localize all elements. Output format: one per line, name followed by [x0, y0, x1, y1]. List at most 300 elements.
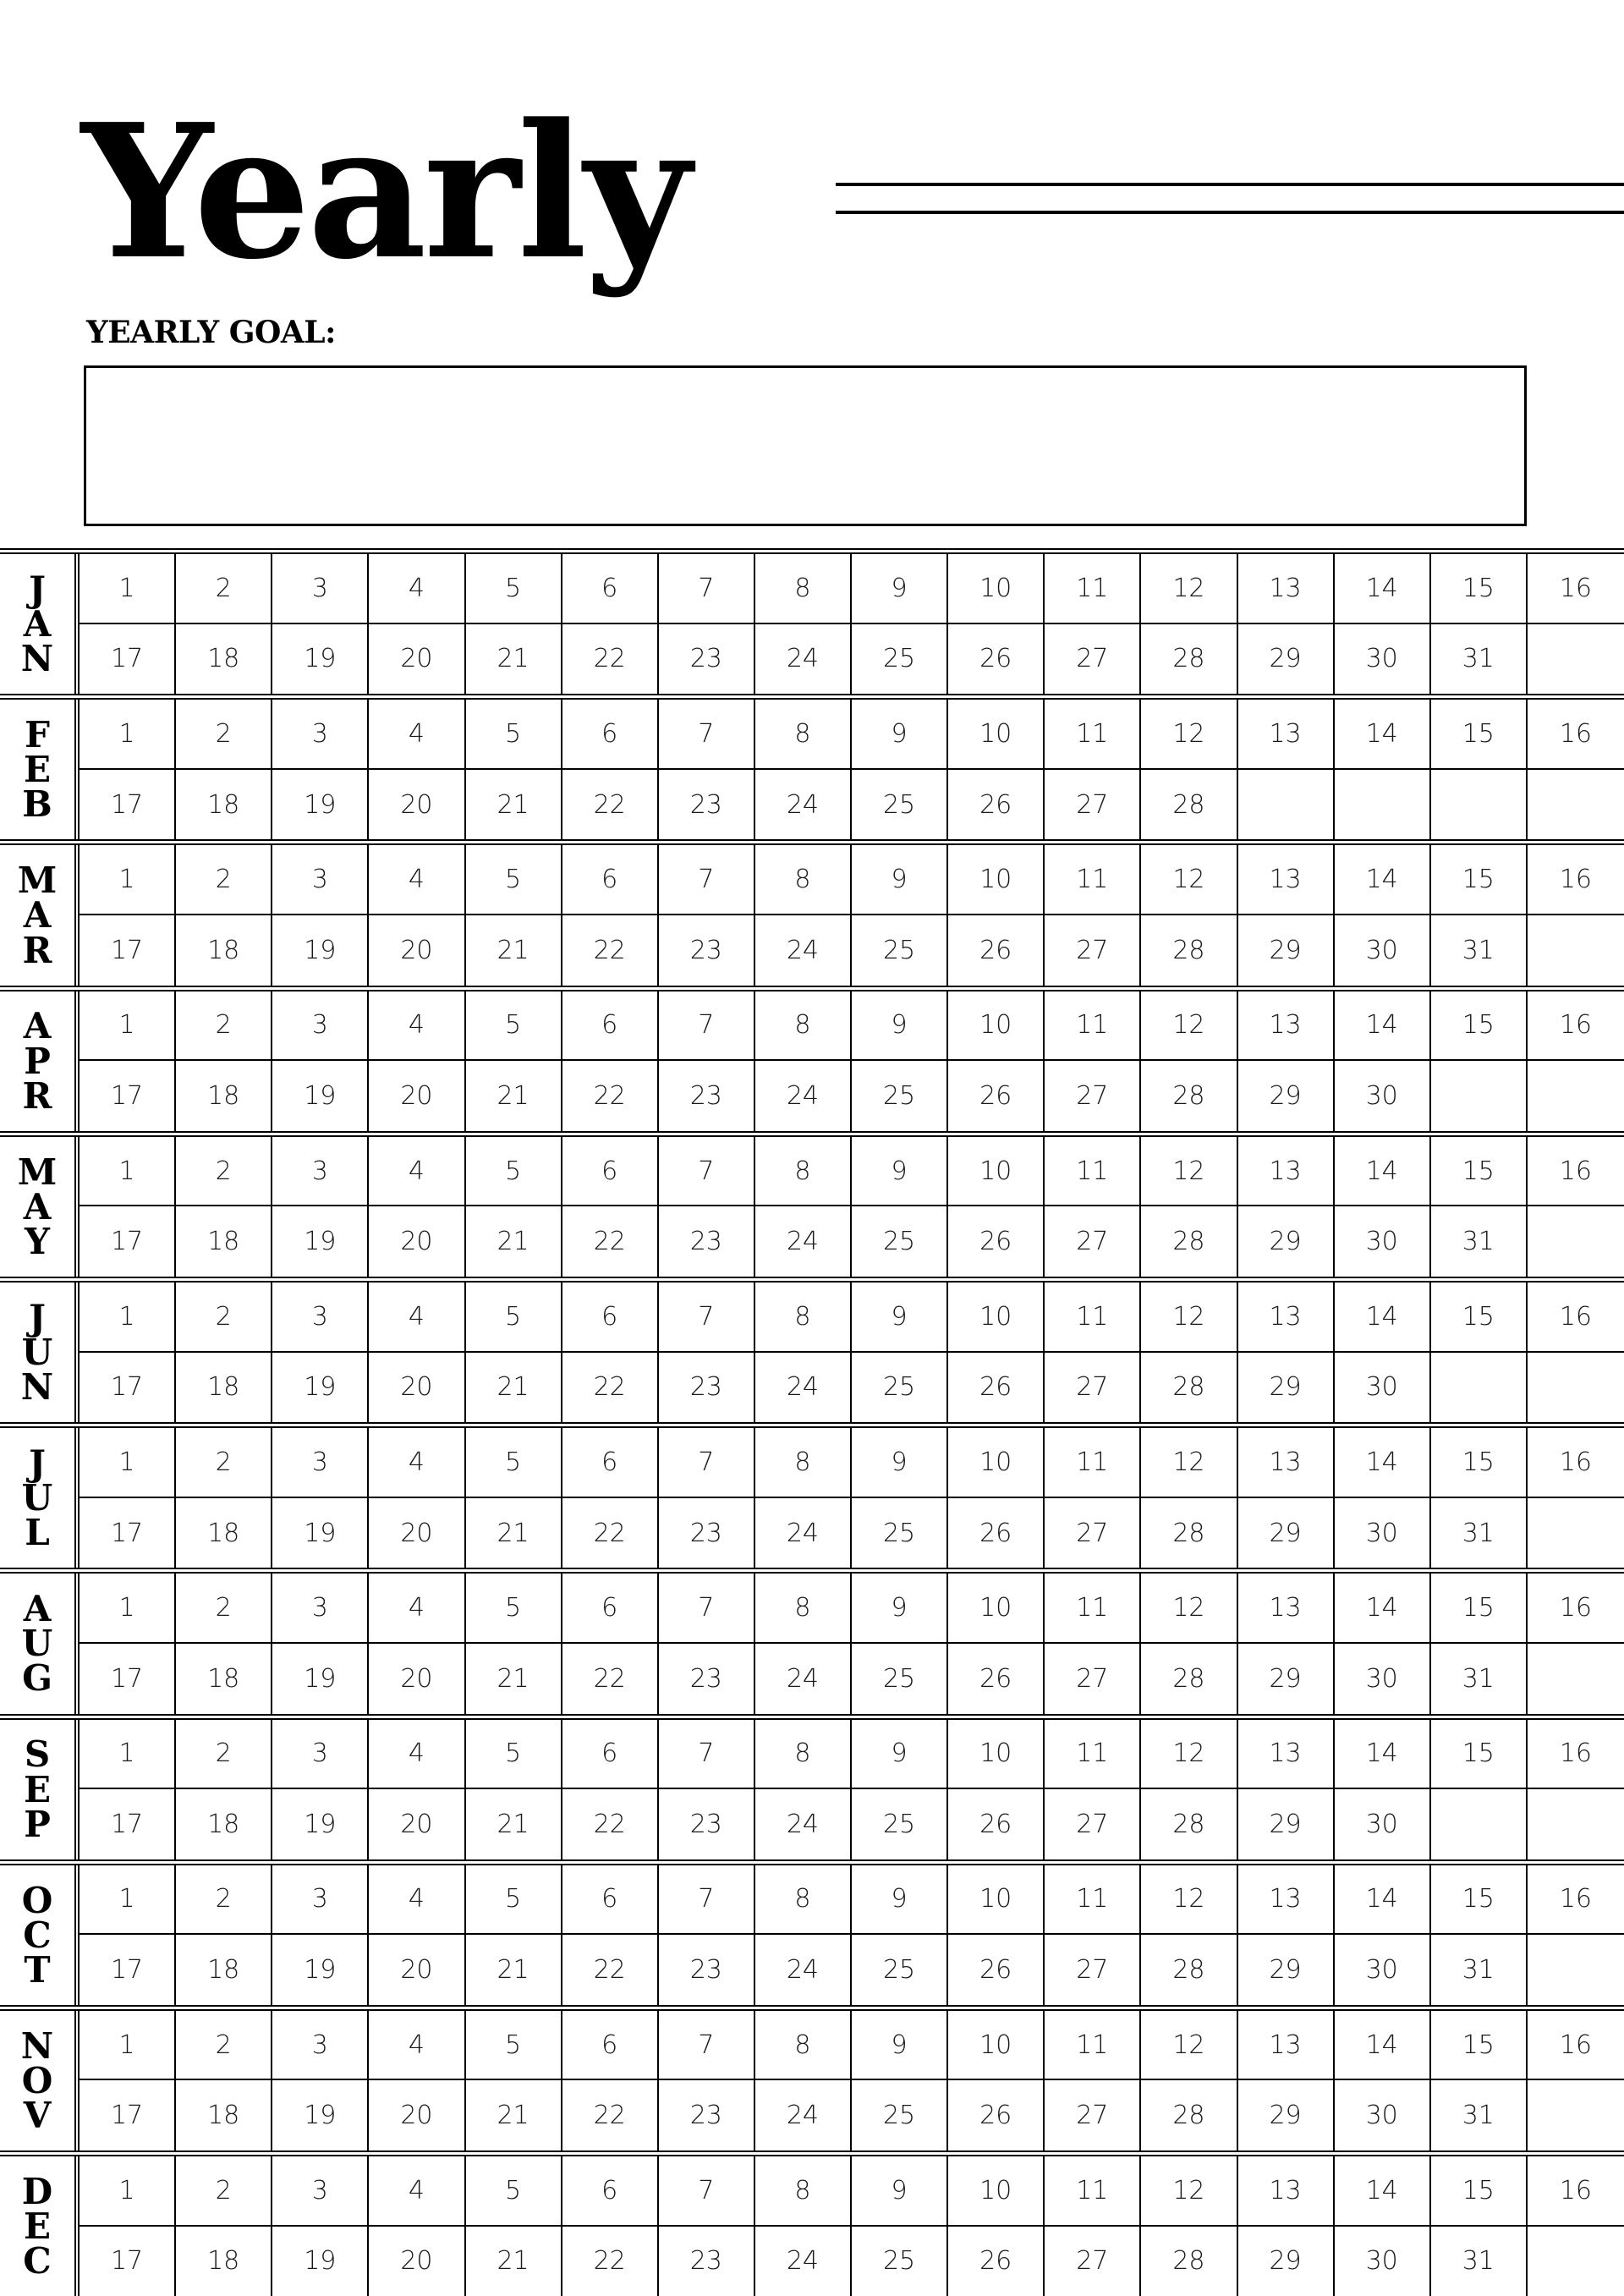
day-cell[interactable]: 15 [1431, 554, 1528, 624]
day-cell[interactable]: 5 [466, 2011, 562, 2081]
day-cell[interactable]: 26 [948, 624, 1045, 695]
day-cell[interactable]: 26 [948, 1498, 1045, 1568]
day-cell[interactable]: 10 [948, 2011, 1045, 2081]
day-cell[interactable]: 14 [1335, 1720, 1431, 1790]
day-cell[interactable]: 26 [948, 915, 1045, 986]
day-cell[interactable]: 16 [1528, 554, 1624, 624]
day-cell[interactable]: 19 [272, 1935, 369, 2005]
day-cell[interactable]: 3 [272, 1137, 369, 1207]
day-cell[interactable]: 22 [562, 1644, 659, 1714]
day-cell[interactable]: 14 [1335, 1574, 1431, 1644]
day-cell[interactable]: 28 [1141, 2080, 1237, 2150]
day-cell[interactable]: 24 [755, 1789, 852, 1859]
day-cell[interactable]: 27 [1045, 770, 1141, 840]
day-cell[interactable]: 1 [80, 1865, 176, 1936]
day-cell[interactable]: 14 [1335, 1865, 1431, 1936]
day-cell[interactable]: 1 [80, 1283, 176, 1353]
day-cell[interactable]: 25 [852, 1353, 948, 1423]
day-cell[interactable]: 15 [1431, 1574, 1528, 1644]
day-cell[interactable]: 28 [1141, 1644, 1237, 1714]
day-cell[interactable]: 10 [948, 1720, 1045, 1790]
day-cell[interactable]: 3 [272, 1283, 369, 1353]
day-cell[interactable]: 8 [755, 1720, 852, 1790]
day-cell[interactable]: 19 [272, 1061, 369, 1131]
day-cell[interactable]: 22 [562, 2080, 659, 2150]
day-cell[interactable]: 27 [1045, 1644, 1141, 1714]
day-cell[interactable]: 6 [562, 2156, 659, 2227]
day-cell[interactable]: 22 [562, 2227, 659, 2296]
day-cell[interactable]: 6 [562, 1720, 659, 1790]
day-cell[interactable]: 6 [562, 1283, 659, 1353]
day-cell[interactable]: 19 [272, 2080, 369, 2150]
day-cell[interactable]: 11 [1045, 1283, 1141, 1353]
day-cell[interactable]: 18 [176, 1061, 272, 1131]
day-cell[interactable]: 29 [1238, 2227, 1335, 2296]
day-cell[interactable]: 3 [272, 1865, 369, 1936]
day-cell[interactable]: 16 [1528, 991, 1624, 1062]
day-cell[interactable]: 23 [659, 624, 755, 695]
day-cell[interactable]: 4 [369, 1283, 465, 1353]
day-cell[interactable]: 18 [176, 2080, 272, 2150]
day-cell[interactable]: 11 [1045, 845, 1141, 915]
day-cell[interactable]: 25 [852, 1789, 948, 1859]
day-cell[interactable]: 31 [1431, 1644, 1528, 1714]
day-cell[interactable]: 30 [1335, 2080, 1431, 2150]
day-cell[interactable]: 21 [466, 1498, 562, 1568]
day-cell[interactable]: 16 [1528, 845, 1624, 915]
day-cell[interactable]: 12 [1141, 1428, 1237, 1498]
day-cell[interactable]: 1 [80, 1137, 176, 1207]
day-cell[interactable]: 29 [1238, 1789, 1335, 1859]
day-cell[interactable]: 30 [1335, 1498, 1431, 1568]
day-cell[interactable]: 12 [1141, 2011, 1237, 2081]
day-cell[interactable]: 24 [755, 1061, 852, 1131]
day-cell[interactable]: 19 [272, 2227, 369, 2296]
day-cell[interactable]: 18 [176, 1498, 272, 1568]
day-cell[interactable]: 13 [1238, 1137, 1335, 1207]
day-cell[interactable]: 9 [852, 1574, 948, 1644]
day-cell[interactable]: 22 [562, 1789, 659, 1859]
day-cell[interactable]: 28 [1141, 1353, 1237, 1423]
day-cell[interactable]: 2 [176, 554, 272, 624]
day-cell[interactable]: 1 [80, 845, 176, 915]
day-cell[interactable]: 24 [755, 1206, 852, 1277]
day-cell[interactable]: 26 [948, 1206, 1045, 1277]
day-cell[interactable]: 17 [80, 624, 176, 695]
day-cell[interactable]: 20 [369, 1353, 465, 1423]
day-cell[interactable]: 26 [948, 2080, 1045, 2150]
day-cell[interactable]: 14 [1335, 845, 1431, 915]
day-cell[interactable]: 13 [1238, 1865, 1335, 1936]
day-cell[interactable]: 23 [659, 1789, 755, 1859]
day-cell[interactable]: 20 [369, 1061, 465, 1131]
day-cell[interactable]: 6 [562, 554, 659, 624]
day-cell[interactable]: 31 [1431, 915, 1528, 986]
day-cell[interactable]: 3 [272, 700, 369, 770]
day-cell[interactable]: 19 [272, 915, 369, 986]
day-cell[interactable]: 3 [272, 554, 369, 624]
day-cell[interactable]: 1 [80, 1428, 176, 1498]
day-cell[interactable]: 25 [852, 1935, 948, 2005]
day-cell[interactable]: 28 [1141, 1061, 1237, 1131]
day-cell[interactable]: 5 [466, 700, 562, 770]
day-cell[interactable]: 9 [852, 991, 948, 1062]
day-cell[interactable]: 5 [466, 1720, 562, 1790]
day-cell[interactable]: 30 [1335, 1935, 1431, 2005]
day-cell[interactable]: 24 [755, 2227, 852, 2296]
day-cell[interactable]: 3 [272, 2011, 369, 2081]
day-cell[interactable]: 3 [272, 845, 369, 915]
day-cell[interactable]: 30 [1335, 2227, 1431, 2296]
day-cell[interactable]: 16 [1528, 1428, 1624, 1498]
day-cell[interactable]: 2 [176, 1428, 272, 1498]
day-cell[interactable]: 29 [1238, 624, 1335, 695]
day-cell[interactable]: 23 [659, 1498, 755, 1568]
day-cell[interactable]: 5 [466, 991, 562, 1062]
day-cell[interactable]: 7 [659, 2156, 755, 2227]
day-cell[interactable]: 25 [852, 2080, 948, 2150]
day-cell[interactable]: 8 [755, 700, 852, 770]
day-cell[interactable]: 10 [948, 2156, 1045, 2227]
day-cell[interactable]: 30 [1335, 1061, 1431, 1131]
day-cell[interactable]: 3 [272, 991, 369, 1062]
day-cell[interactable]: 26 [948, 1644, 1045, 1714]
day-cell[interactable]: 8 [755, 1865, 852, 1936]
day-cell[interactable]: 22 [562, 1061, 659, 1131]
day-cell[interactable]: 16 [1528, 2156, 1624, 2227]
day-cell[interactable]: 11 [1045, 1720, 1141, 1790]
day-cell[interactable]: 30 [1335, 624, 1431, 695]
day-cell[interactable]: 21 [466, 1644, 562, 1714]
day-cell[interactable]: 8 [755, 2156, 852, 2227]
day-cell[interactable]: 31 [1431, 1498, 1528, 1568]
day-cell[interactable]: 17 [80, 2227, 176, 2296]
day-cell[interactable]: 22 [562, 1353, 659, 1423]
day-cell[interactable]: 4 [369, 991, 465, 1062]
day-cell[interactable]: 2 [176, 1574, 272, 1644]
day-cell[interactable]: 23 [659, 1061, 755, 1131]
day-cell[interactable]: 13 [1238, 2156, 1335, 2227]
day-cell[interactable]: 13 [1238, 1428, 1335, 1498]
day-cell[interactable]: 21 [466, 770, 562, 840]
day-cell[interactable]: 6 [562, 700, 659, 770]
day-cell[interactable]: 15 [1431, 1720, 1528, 1790]
day-cell[interactable]: 9 [852, 2011, 948, 2081]
day-cell[interactable]: 28 [1141, 2227, 1237, 2296]
day-cell[interactable]: 7 [659, 2011, 755, 2081]
day-cell[interactable]: 7 [659, 1283, 755, 1353]
day-cell[interactable]: 7 [659, 991, 755, 1062]
day-cell[interactable]: 4 [369, 1428, 465, 1498]
day-cell[interactable]: 23 [659, 1644, 755, 1714]
day-cell[interactable]: 13 [1238, 1574, 1335, 1644]
day-cell[interactable]: 5 [466, 1283, 562, 1353]
day-cell[interactable]: 2 [176, 700, 272, 770]
day-cell[interactable]: 19 [272, 624, 369, 695]
day-cell[interactable]: 24 [755, 624, 852, 695]
day-cell[interactable]: 5 [466, 554, 562, 624]
day-cell[interactable]: 10 [948, 1283, 1045, 1353]
day-cell[interactable]: 17 [80, 1206, 176, 1277]
day-cell[interactable]: 31 [1431, 624, 1528, 695]
day-cell[interactable]: 2 [176, 2156, 272, 2227]
day-cell[interactable]: 27 [1045, 1206, 1141, 1277]
day-cell[interactable]: 31 [1431, 1935, 1528, 2005]
day-cell[interactable]: 9 [852, 2156, 948, 2227]
day-cell[interactable]: 23 [659, 770, 755, 840]
day-cell[interactable]: 25 [852, 1644, 948, 1714]
day-cell[interactable]: 7 [659, 1137, 755, 1207]
day-cell[interactable]: 25 [852, 915, 948, 986]
day-cell[interactable]: 31 [1431, 2080, 1528, 2150]
day-cell[interactable]: 15 [1431, 700, 1528, 770]
day-cell[interactable]: 30 [1335, 1206, 1431, 1277]
day-cell[interactable]: 1 [80, 2011, 176, 2081]
day-cell[interactable]: 18 [176, 2227, 272, 2296]
day-cell[interactable]: 15 [1431, 1137, 1528, 1207]
day-cell[interactable]: 17 [80, 1935, 176, 2005]
day-cell[interactable]: 21 [466, 915, 562, 986]
day-cell[interactable]: 14 [1335, 991, 1431, 1062]
day-cell[interactable]: 11 [1045, 554, 1141, 624]
day-cell[interactable]: 7 [659, 700, 755, 770]
day-cell[interactable]: 24 [755, 915, 852, 986]
day-cell[interactable]: 18 [176, 915, 272, 986]
day-cell[interactable]: 19 [272, 1206, 369, 1277]
day-cell[interactable]: 12 [1141, 1137, 1237, 1207]
day-cell[interactable]: 3 [272, 1574, 369, 1644]
day-cell[interactable]: 22 [562, 915, 659, 986]
day-cell[interactable]: 27 [1045, 2227, 1141, 2296]
day-cell[interactable]: 6 [562, 845, 659, 915]
day-cell[interactable]: 4 [369, 2156, 465, 2227]
day-cell[interactable]: 6 [562, 1865, 659, 1936]
day-cell[interactable]: 7 [659, 845, 755, 915]
day-cell[interactable]: 11 [1045, 991, 1141, 1062]
day-cell[interactable]: 24 [755, 1353, 852, 1423]
day-cell[interactable]: 18 [176, 1644, 272, 1714]
day-cell[interactable]: 15 [1431, 2156, 1528, 2227]
day-cell[interactable]: 2 [176, 845, 272, 915]
day-cell[interactable]: 11 [1045, 1137, 1141, 1207]
day-cell[interactable]: 4 [369, 1574, 465, 1644]
day-cell[interactable]: 21 [466, 1061, 562, 1131]
day-cell[interactable]: 31 [1431, 2227, 1528, 2296]
day-cell[interactable]: 30 [1335, 1353, 1431, 1423]
day-cell[interactable]: 11 [1045, 2156, 1141, 2227]
day-cell[interactable]: 17 [80, 915, 176, 986]
day-cell[interactable]: 3 [272, 1720, 369, 1790]
day-cell[interactable]: 28 [1141, 1498, 1237, 1568]
day-cell[interactable]: 1 [80, 1720, 176, 1790]
day-cell[interactable]: 1 [80, 2156, 176, 2227]
day-cell[interactable]: 28 [1141, 1935, 1237, 2005]
day-cell[interactable]: 11 [1045, 2011, 1141, 2081]
day-cell[interactable]: 1 [80, 991, 176, 1062]
day-cell[interactable]: 14 [1335, 1283, 1431, 1353]
day-cell[interactable]: 16 [1528, 2011, 1624, 2081]
day-cell[interactable]: 26 [948, 1935, 1045, 2005]
day-cell[interactable]: 13 [1238, 1283, 1335, 1353]
day-cell[interactable]: 30 [1335, 1644, 1431, 1714]
day-cell[interactable]: 13 [1238, 554, 1335, 624]
day-cell[interactable]: 16 [1528, 1865, 1624, 1936]
day-cell[interactable]: 28 [1141, 770, 1237, 840]
day-cell[interactable]: 13 [1238, 700, 1335, 770]
day-cell[interactable]: 10 [948, 1137, 1045, 1207]
day-cell[interactable]: 31 [1431, 1206, 1528, 1277]
day-cell[interactable]: 18 [176, 1206, 272, 1277]
day-cell[interactable]: 29 [1238, 2080, 1335, 2150]
day-cell[interactable]: 4 [369, 1137, 465, 1207]
day-cell[interactable]: 14 [1335, 1137, 1431, 1207]
day-cell[interactable]: 2 [176, 991, 272, 1062]
day-cell[interactable]: 3 [272, 2156, 369, 2227]
day-cell[interactable]: 16 [1528, 1574, 1624, 1644]
day-cell[interactable]: 17 [80, 1061, 176, 1131]
day-cell[interactable]: 9 [852, 1428, 948, 1498]
day-cell[interactable]: 9 [852, 1283, 948, 1353]
day-cell[interactable]: 12 [1141, 1283, 1237, 1353]
day-cell[interactable]: 6 [562, 2011, 659, 2081]
day-cell[interactable]: 25 [852, 770, 948, 840]
day-cell[interactable]: 29 [1238, 1644, 1335, 1714]
day-cell[interactable]: 1 [80, 1574, 176, 1644]
day-cell[interactable]: 27 [1045, 2080, 1141, 2150]
day-cell[interactable]: 6 [562, 1137, 659, 1207]
day-cell[interactable]: 18 [176, 624, 272, 695]
day-cell[interactable]: 21 [466, 2227, 562, 2296]
day-cell[interactable]: 15 [1431, 2011, 1528, 2081]
day-cell[interactable]: 25 [852, 1061, 948, 1131]
day-cell[interactable]: 30 [1335, 915, 1431, 986]
day-cell[interactable]: 10 [948, 991, 1045, 1062]
day-cell[interactable]: 5 [466, 2156, 562, 2227]
day-cell[interactable]: 21 [466, 1935, 562, 2005]
day-cell[interactable]: 17 [80, 1498, 176, 1568]
day-cell[interactable]: 16 [1528, 1720, 1624, 1790]
day-cell[interactable]: 21 [466, 1353, 562, 1423]
day-cell[interactable]: 12 [1141, 2156, 1237, 2227]
day-cell[interactable]: 19 [272, 1498, 369, 1568]
day-cell[interactable]: 19 [272, 1789, 369, 1859]
day-cell[interactable]: 8 [755, 991, 852, 1062]
day-cell[interactable]: 29 [1238, 1935, 1335, 2005]
day-cell[interactable]: 5 [466, 1865, 562, 1936]
day-cell[interactable]: 27 [1045, 1789, 1141, 1859]
day-cell[interactable]: 4 [369, 700, 465, 770]
day-cell[interactable]: 8 [755, 1137, 852, 1207]
day-cell[interactable]: 15 [1431, 1283, 1528, 1353]
day-cell[interactable]: 4 [369, 554, 465, 624]
day-cell[interactable]: 18 [176, 1353, 272, 1423]
day-cell[interactable]: 23 [659, 915, 755, 986]
day-cell[interactable]: 27 [1045, 915, 1141, 986]
day-cell[interactable]: 7 [659, 1428, 755, 1498]
day-cell[interactable]: 7 [659, 1720, 755, 1790]
day-cell[interactable]: 22 [562, 624, 659, 695]
day-cell[interactable]: 9 [852, 554, 948, 624]
day-cell[interactable]: 11 [1045, 1574, 1141, 1644]
day-cell[interactable]: 23 [659, 1353, 755, 1423]
day-cell[interactable]: 10 [948, 1428, 1045, 1498]
day-cell[interactable]: 14 [1335, 2011, 1431, 2081]
day-cell[interactable]: 9 [852, 845, 948, 915]
day-cell[interactable]: 23 [659, 2080, 755, 2150]
day-cell[interactable]: 23 [659, 1935, 755, 2005]
day-cell[interactable]: 21 [466, 2080, 562, 2150]
day-cell[interactable]: 11 [1045, 1428, 1141, 1498]
day-cell[interactable]: 30 [1335, 1789, 1431, 1859]
day-cell[interactable]: 16 [1528, 1137, 1624, 1207]
day-cell[interactable]: 16 [1528, 700, 1624, 770]
day-cell[interactable]: 25 [852, 1206, 948, 1277]
day-cell[interactable]: 24 [755, 1644, 852, 1714]
day-cell[interactable]: 8 [755, 1428, 852, 1498]
day-cell[interactable]: 15 [1431, 845, 1528, 915]
day-cell[interactable]: 26 [948, 2227, 1045, 2296]
day-cell[interactable]: 5 [466, 845, 562, 915]
day-cell[interactable]: 21 [466, 1206, 562, 1277]
day-cell[interactable]: 12 [1141, 1720, 1237, 1790]
day-cell[interactable]: 8 [755, 1574, 852, 1644]
day-cell[interactable]: 12 [1141, 1865, 1237, 1936]
day-cell[interactable]: 26 [948, 770, 1045, 840]
yearly-goal-field[interactable] [84, 365, 1527, 526]
day-cell[interactable]: 26 [948, 1353, 1045, 1423]
day-cell[interactable]: 11 [1045, 700, 1141, 770]
day-cell[interactable]: 5 [466, 1137, 562, 1207]
day-cell[interactable]: 20 [369, 1789, 465, 1859]
day-cell[interactable]: 15 [1431, 1865, 1528, 1936]
day-cell[interactable]: 20 [369, 1935, 465, 2005]
day-cell[interactable]: 14 [1335, 1428, 1431, 1498]
day-cell[interactable]: 23 [659, 2227, 755, 2296]
day-cell[interactable]: 11 [1045, 1865, 1141, 1936]
day-cell[interactable]: 12 [1141, 991, 1237, 1062]
day-cell[interactable]: 10 [948, 845, 1045, 915]
day-cell[interactable]: 1 [80, 700, 176, 770]
day-cell[interactable]: 29 [1238, 1206, 1335, 1277]
day-cell[interactable]: 1 [80, 554, 176, 624]
day-cell[interactable]: 22 [562, 1206, 659, 1277]
day-cell[interactable]: 8 [755, 1283, 852, 1353]
day-cell[interactable]: 17 [80, 1789, 176, 1859]
day-cell[interactable]: 24 [755, 770, 852, 840]
day-cell[interactable]: 5 [466, 1574, 562, 1644]
day-cell[interactable]: 27 [1045, 1935, 1141, 2005]
day-cell[interactable]: 21 [466, 624, 562, 695]
day-cell[interactable]: 21 [466, 1789, 562, 1859]
day-cell[interactable]: 24 [755, 2080, 852, 2150]
day-cell[interactable]: 17 [80, 1644, 176, 1714]
day-cell[interactable]: 27 [1045, 1498, 1141, 1568]
day-cell[interactable]: 19 [272, 770, 369, 840]
day-cell[interactable]: 10 [948, 700, 1045, 770]
day-cell[interactable]: 28 [1141, 1206, 1237, 1277]
day-cell[interactable]: 18 [176, 770, 272, 840]
day-cell[interactable]: 9 [852, 1137, 948, 1207]
day-cell[interactable]: 12 [1141, 554, 1237, 624]
day-cell[interactable]: 13 [1238, 2011, 1335, 2081]
day-cell[interactable]: 25 [852, 624, 948, 695]
day-cell[interactable]: 19 [272, 1644, 369, 1714]
day-cell[interactable]: 25 [852, 1498, 948, 1568]
day-cell[interactable]: 18 [176, 1789, 272, 1859]
day-cell[interactable]: 20 [369, 1206, 465, 1277]
day-cell[interactable]: 2 [176, 1137, 272, 1207]
day-cell[interactable]: 10 [948, 554, 1045, 624]
